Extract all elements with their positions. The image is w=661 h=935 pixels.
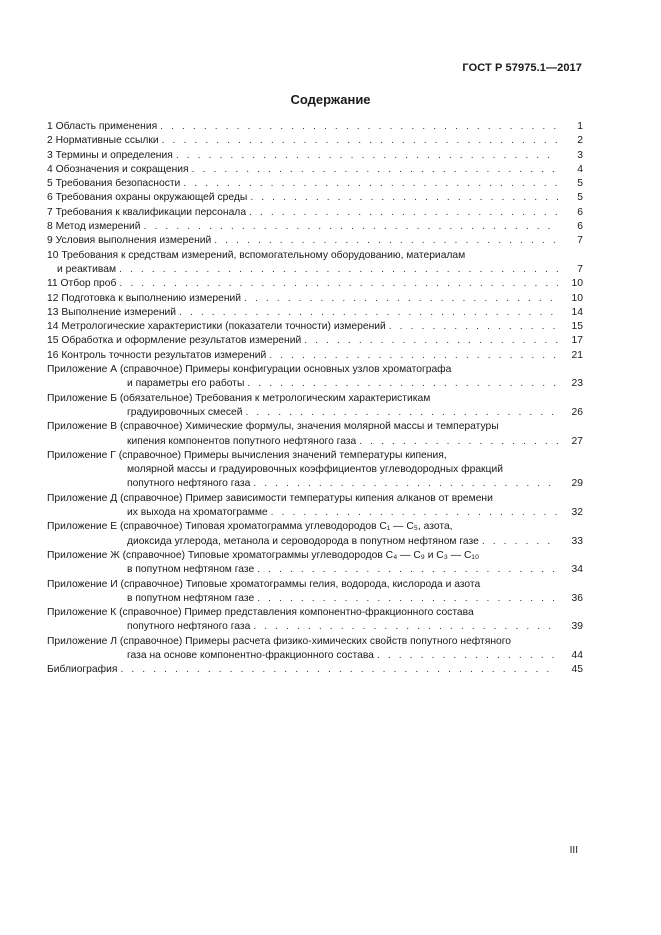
toc-page-number: 5 [577,178,583,190]
toc-entry[interactable] [47,606,583,635]
dot-leader [304,334,558,348]
page-number: III [569,845,578,856]
toc-entry[interactable] [47,177,583,191]
dot-leader [179,306,558,320]
toc-entry[interactable] [47,191,583,205]
dot-leader [144,220,558,234]
toc-entry[interactable] [47,392,583,421]
dot-leader [359,435,558,449]
dot-leader [120,663,558,677]
toc-entry[interactable] [47,320,583,334]
table-of-contents [47,120,583,678]
dot-leader [244,292,558,306]
toc-entry-text: 9 Условия выполнения измерений [47,235,212,247]
toc-entry-text: в попутном нефтяном газе [127,592,255,604]
toc-entry-text: 5 Требования безопасности [47,178,181,190]
dot-leader [482,535,558,549]
toc-entry-text: 4 Обозначения и сокращения [47,163,189,175]
toc-entry-text: Приложение Г (справочное) Примеры вычисления значений температуры кипения, [47,449,447,461]
toc-page-number: 10 [571,278,583,290]
dot-leader [160,120,558,134]
toc-page-number: 26 [571,406,583,418]
toc-page-number: 45 [571,664,583,676]
toc-entry-text: Библиография [47,664,118,676]
toc-entry[interactable] [47,363,583,392]
toc-entry-text: Приложение Д (справочное) Пример зависимости температуры кипения алканов от времени [47,492,493,504]
toc-page-number: 5 [577,192,583,204]
toc-entry[interactable] [47,492,583,521]
toc-entry-text: Приложение И (справочное) Типовые хроматограммы гелия, водорода, кислорода и азота [47,578,481,590]
toc-entry[interactable] [47,520,583,549]
toc-page-number: 32 [571,507,583,519]
toc-entry[interactable] [47,149,583,163]
toc-entry[interactable] [47,249,583,278]
toc-entry-text: диоксида углерода, метанола и сероводорода в попутном нефтяном газе [127,535,479,547]
toc-entry-text: и параметры его работы [127,378,245,390]
toc-page-number: 14 [571,306,583,318]
dot-leader [271,506,558,520]
dot-leader [253,620,558,634]
toc-entry[interactable] [47,635,583,664]
dot-leader [119,277,558,291]
toc-page-number: 44 [571,649,583,661]
dot-leader [119,263,558,277]
toc-entry[interactable] [47,306,583,320]
dot-leader [253,477,558,491]
toc-entry[interactable] [47,663,583,677]
toc-entry-text: кипения компонентов попутного нефтяного газа [127,435,357,447]
toc-entry-text: 15 Обработка и оформление результатов измерений [47,335,302,347]
toc-page-number: 1 [577,121,583,132]
toc-entry-text: 1 Область применения [47,121,158,132]
toc-entry[interactable] [47,578,583,607]
toc-entry[interactable] [47,277,583,291]
toc-entry-text: 2 Нормативные ссылки [47,135,159,147]
toc-page-number: 23 [571,378,583,390]
toc-entry[interactable] [47,234,583,248]
toc-entry[interactable] [47,134,583,148]
toc-page-number: 29 [571,478,583,490]
toc-entry-text: газа на основе компонентно-фракционного состава [127,649,374,661]
dot-leader [176,149,558,163]
toc-entry-text: 11 Отбор проб [47,278,117,290]
toc-page-number: 10 [571,292,583,304]
toc-entry[interactable] [47,420,583,449]
toc-entry-text: 14 Метрологические характеристики (показатели точности) измерений [47,321,386,333]
toc-page-number: 6 [577,221,583,233]
toc-entry-text: 7 Требования к квалификации персонала [47,206,247,218]
toc-entry-text: 16 Контроль точности результатов измерений [47,349,267,361]
toc-page-number: 7 [577,235,583,247]
toc-entry-text: градуировочных смесей [127,406,243,418]
toc-entry-text: 13 Выполнение измерений [47,306,177,318]
toc-entry-text: Приложение Е (справочное) Типовая хроматограмма углеводородов C₁ — C₅, азота, [47,521,453,533]
toc-title: Содержание [290,92,371,107]
toc-page-number: 15 [571,321,583,333]
toc-page-number: 33 [571,535,583,547]
toc-entry-text: молярной массы и градуировочных коэффициентов углеводородных фракций [127,464,503,476]
dot-leader [249,206,558,220]
toc-page-number: 36 [571,592,583,604]
toc-page-number: 17 [571,335,583,347]
toc-entry[interactable] [47,292,583,306]
toc-entry-text: 8 Метод измерений [47,221,141,233]
toc-entry-text: Приложение А (справочное) Примеры конфигурации основных узлов хроматографа [47,364,452,376]
dot-leader [192,163,558,177]
dot-leader [269,349,558,363]
toc-page-number: 4 [577,163,583,175]
dot-leader [389,320,558,334]
toc-entry-text: 12 Подготовка к выполнению измерений [47,292,242,304]
toc-entry-text: и реактивам [57,263,117,275]
document-code: ГОСТ Р 57975.1—2017 [462,62,582,74]
dot-leader [162,134,558,148]
dot-leader [257,563,558,577]
dot-leader [257,592,558,606]
toc-entry-text: Приложение Б (обязательное) Требования к метрологическим характеристикам [47,392,431,404]
dot-leader [250,191,558,205]
toc-entry[interactable] [47,120,583,134]
toc-entry-text: Приложение В (справочное) Химические формулы, значения молярной массы и температуры [47,421,499,433]
toc-page-number: 21 [571,349,583,361]
toc-page-number: 34 [571,564,583,576]
toc-page-number: 6 [577,206,583,218]
toc-entry[interactable] [47,449,583,492]
toc-entry-text: попутного нефтяного газа [127,478,251,490]
dot-leader [245,406,558,420]
toc-page-number: 39 [571,621,583,633]
toc-entry-text: их выхода на хроматограмме [127,507,268,519]
dot-leader [247,377,558,391]
toc-entry[interactable] [47,206,583,220]
toc-entry-text: 6 Требования охраны окружающей среды [47,192,248,204]
toc-entry[interactable] [47,220,583,234]
toc-entry[interactable] [47,334,583,348]
toc-page-number: 3 [577,149,583,161]
toc-entry-text: Приложение К (справочное) Пример представления компонентно-фракционного состава [47,607,474,619]
dot-leader [377,649,558,663]
toc-entry-text: Приложение Ж (справочное) Типовые хроматограммы углеводородов C₄ — C₉ и C₃ — C₁₀ [47,549,480,561]
toc-entry-text: в попутном нефтяном газе [127,564,255,576]
toc-entry[interactable] [47,163,583,177]
toc-page-number: 27 [571,435,583,447]
toc-page-number: 2 [577,135,583,147]
toc-entry[interactable] [47,349,583,363]
dot-leader [183,177,558,191]
toc-entry[interactable] [47,549,583,578]
toc-entry-text: Приложение Л (справочное) Примеры расчета физико-химических свойств попутного нефтяного [47,635,512,647]
dot-leader [214,234,558,248]
toc-entry-text: 10 Требования к средствам измерений, вспомогательному оборудованию, материалам [47,249,466,261]
toc-entry-text: 3 Термины и определения [47,149,173,161]
toc-entry-text: попутного нефтяного газа [127,621,251,633]
toc-page-number: 7 [577,263,583,275]
